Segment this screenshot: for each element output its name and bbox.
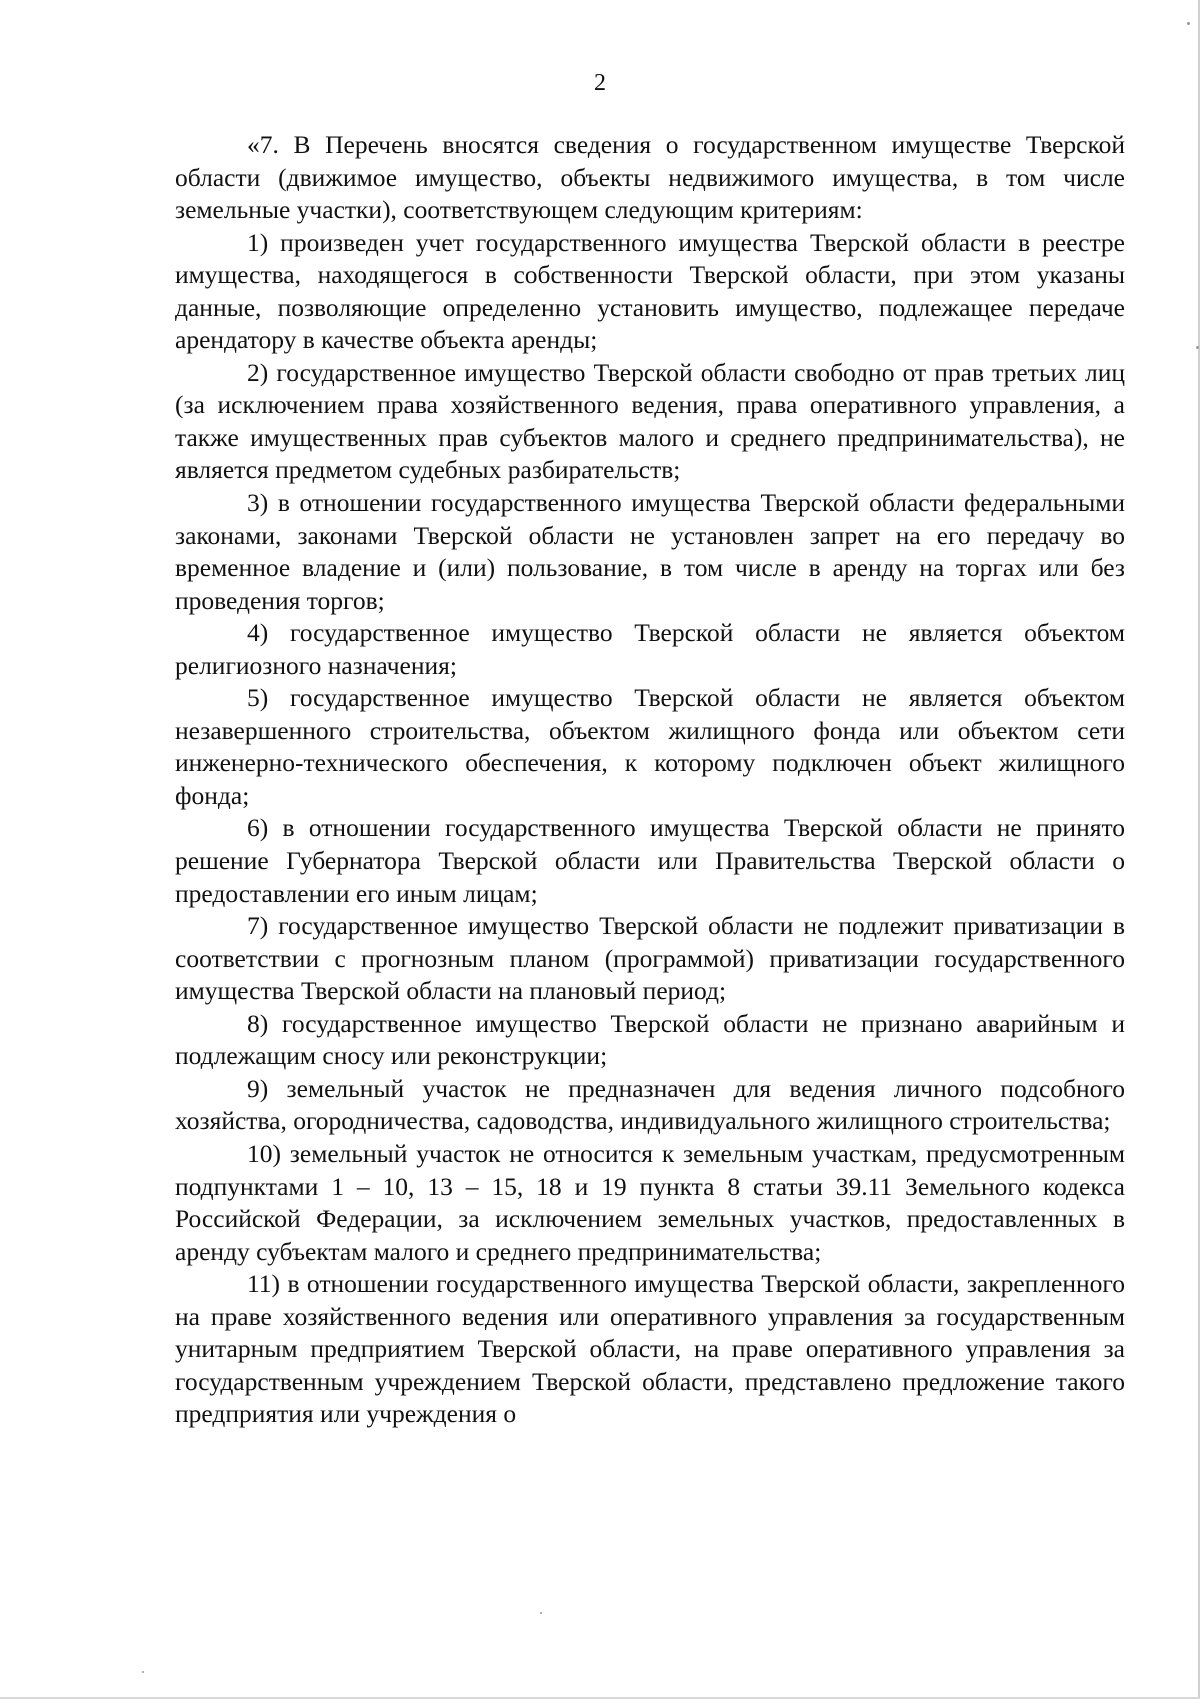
scan-speck — [142, 1671, 144, 1673]
document-body — [175, 129, 1125, 1431]
paragraph-intro: «7. В Перечень вносятся сведения о государственном имуществе Тверской области (движимое имущество, объекты недвижимого имущества, в том числе земельные участки), соответствующем следующим критериям: — [175, 130, 1125, 225]
paragraph-item-8: 8) государственное имущество Тверской области не признано аварийным и подлежащим сносу или реконструкции; — [175, 1008, 1125, 1071]
scan-speck — [1187, 22, 1190, 25]
paragraph-item-6: 6) в отношении государственного имущества Тверской области не принято решение Губернатора Тверской области или Правительства Тверской области о предоставлении его иным лицам; — [175, 813, 1125, 908]
paragraph-item-2: 2) государственное имущество Тверской области свободно от прав третьих лиц (за исключением права хозяйственного ведения, права оперативного управления, а также имущественных прав субъектов малого и среднего предпринимательства), не является предметом судебных разбирательств; — [175, 357, 1125, 485]
paragraph-item-5: 5) государственное имущество Тверской области не является объектом незавершенного строительства, объектом жилищного фонда или объектом сети инженерно-технического обеспечения, к которому подключен объект жилищного фонда; — [175, 683, 1125, 810]
paragraph-item-10: 10) земельный участок не относится к земельным участкам, предусмотренным подпунктами 1 – 10, 13 – 15, 18 и 19 пункта 8 статьи 39.11 Земельного кодекса Российской Федерации, за исключением земельных участков, предоставленных в аренду субъектам малого и среднего предпринимательства; — [175, 1138, 1125, 1266]
paragraph-item-1: 1) произведен учет государственного имущества Тверской области в реестре имущества, находящегося в собственности Тверской области, при этом указаны данные, позволяющие определенно установить имущество, подлежащее передаче арендатору в качестве объекта аренды; — [175, 227, 1125, 355]
scan-speck — [1196, 346, 1199, 349]
paragraph-item-4: 4) государственное имущество Тверской области не является объектом религиозного назначения; — [175, 618, 1125, 680]
paragraph-item-11: 11) в отношении государственного имущества Тверской области, закрепленного на праве хозяйственного ведения или оперативного управления за государственным унитарным предприятием Тверской области, на праве оперативного управления за государственным учреждением Тверской области, представлено предложение такого предприятия или учреждения о — [175, 1269, 1125, 1429]
paragraph-item-9: 9) земельный участок не предназначен для ведения личного подсобного хозяйства, огородничества, садоводства, индивидуального жилищного строительства; — [175, 1073, 1125, 1136]
paragraph-item-7: 7) государственное имущество Тверской области не подлежит приватизации в соответствии с прогнозным планом (программой) приватизации государственного имущества Тверской области на плановый период; — [175, 911, 1125, 1006]
scan-speck — [540, 1612, 542, 1614]
paragraph-item-3: 3) в отношении государственного имущества Тверской области федеральными законами, законами Тверской области не установлен запрет на его передачу во временное владение и (или) пользование, в том числе в аренду на торгах или без проведения торгов; — [175, 488, 1125, 615]
page-number: 2 — [594, 70, 606, 96]
